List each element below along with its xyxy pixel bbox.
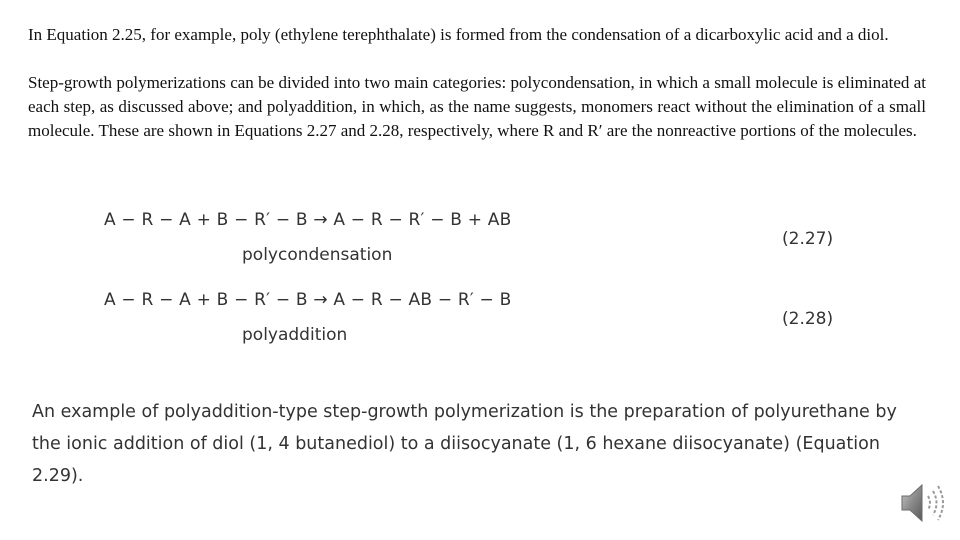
equation-number-2-27: (2.27) (782, 229, 834, 249)
speaker-icon-graphic (898, 480, 950, 526)
speaker-icon[interactable] (898, 480, 950, 526)
equation-label-polyaddition: polyaddition (242, 325, 348, 345)
equation-polyaddition: A − R − A + B − R′ − B → A − R − AB − R′ − B (104, 290, 512, 310)
equation-number-2-28: (2.28) (782, 309, 834, 329)
paragraph-equation-2-25: In Equation 2.25, for example, poly (ethylene terephthalate) is formed from the condensation of a dicarboxylic acid and a diol. (28, 25, 889, 44)
paragraph-step-growth-categories: Step-growth polymerizations can be divided into two main categories: polycondensation, in which a small molecule is eliminated at each step, as discussed above; and polyaddition, in which, as the name suggests, monomers react without the elimination of a small molecule. These are shown in Equations 2.27 and 2.28, respectively, where R and R′ are the nonreactive portions of the molecules. (28, 73, 926, 140)
equation-polycondensation: A − R − A + B − R′ − B → A − R − R′ − B + AB (104, 210, 512, 230)
equation-label-polycondensation: polycondensation (242, 245, 393, 265)
paragraph-polyurethane-example: An example of polyaddition-type step-growth polymerization is the preparation of polyurethane by the ionic addition of diol (1, 4 butanediol) to a diisocyanate (1, 6 hexane diisocyanate) (Equation 2.29). (32, 402, 897, 486)
